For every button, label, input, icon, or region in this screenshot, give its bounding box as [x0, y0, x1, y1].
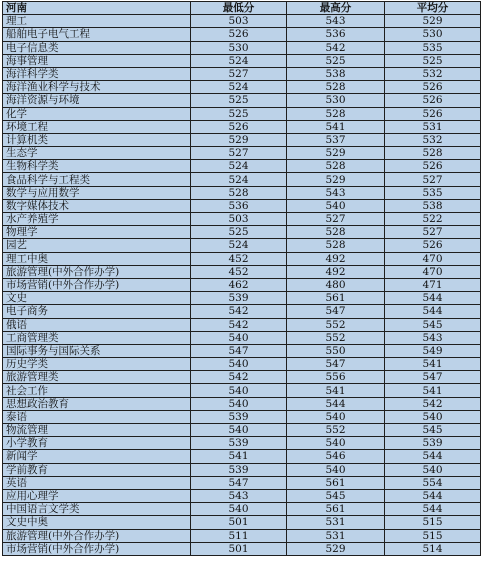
avg-score-cell: 544 [385, 292, 481, 305]
min-score-cell: 524 [191, 160, 287, 173]
major-name: 数学与应用数学 [3, 186, 191, 199]
major-name: 物流管理 [3, 424, 191, 437]
table-row [3, 226, 481, 239]
major-name: 海洋渔业科学与技术 [3, 81, 191, 94]
major-name: 旅游管理类 [3, 371, 191, 384]
table-row [3, 81, 481, 94]
major-name: 计算机类 [3, 133, 191, 146]
major-name: 泰语 [3, 410, 191, 423]
min-score-cell: 526 [191, 28, 287, 41]
max-score-cell: 540 [287, 463, 385, 476]
table-row [3, 199, 481, 212]
avg-score-cell: 529 [385, 15, 481, 28]
max-score-cell: 528 [287, 160, 385, 173]
min-score-cell: 524 [191, 81, 287, 94]
category-row [3, 292, 481, 305]
table-body [3, 15, 481, 556]
avg-score-cell: 542 [385, 397, 481, 410]
max-score-cell: 540 [287, 437, 385, 450]
major-name: 工商管理类 [3, 331, 191, 344]
category-name: 理工中奥 [3, 252, 191, 265]
major-name: 小学教育 [3, 437, 191, 450]
min-score-cell: 528 [191, 186, 287, 199]
avg-score-cell: 528 [385, 147, 481, 160]
avg-score-cell: 543 [385, 331, 481, 344]
avg-score-cell: 544 [385, 305, 481, 318]
major-name: 电子商务 [3, 305, 191, 318]
major-name: 海洋科学类 [3, 67, 191, 80]
avg-score-cell: 540 [385, 410, 481, 423]
table-row [3, 358, 481, 371]
max-score-cell: 536 [287, 28, 385, 41]
table-row [3, 542, 481, 555]
avg-score-cell: 527 [385, 173, 481, 186]
major-name: 社会工作 [3, 384, 191, 397]
category-name: 文史 [3, 292, 191, 305]
min-score-cell: 536 [191, 199, 287, 212]
avg-score-cell: 526 [385, 94, 481, 107]
table-row [3, 54, 481, 67]
avg-score-cell: 522 [385, 213, 481, 226]
admission-score-table [2, 1, 481, 556]
avg-score-cell: 471 [385, 278, 481, 291]
avg-score-cell: 525 [385, 54, 481, 67]
max-score-cell: 541 [287, 384, 385, 397]
min-score-cell: 539 [191, 292, 287, 305]
table-row [3, 450, 481, 463]
major-name: 化学 [3, 107, 191, 120]
max-score-cell: 561 [287, 476, 385, 489]
major-name: 应用心理学 [3, 489, 191, 502]
table-row [3, 120, 481, 133]
major-name: 旅游管理(中外合作办学) [3, 529, 191, 542]
max-score-cell: 530 [287, 94, 385, 107]
min-score-cell: 524 [191, 54, 287, 67]
min-score-cell: 540 [191, 384, 287, 397]
category-name: 文史中奥 [3, 516, 191, 529]
min-score-cell: 524 [191, 173, 287, 186]
major-name: 市场营销(中外合作办学) [3, 278, 191, 291]
avg-score-cell: 532 [385, 133, 481, 146]
major-name: 海洋资源与环境 [3, 94, 191, 107]
max-score-cell: 556 [287, 371, 385, 384]
min-score-cell: 525 [191, 107, 287, 120]
max-score-cell: 528 [287, 239, 385, 252]
score-table-container [2, 1, 480, 556]
header-max-score: 最高分 [287, 2, 385, 15]
major-name: 生态学 [3, 147, 191, 160]
max-score-cell: 542 [287, 41, 385, 54]
header-min-score: 最低分 [191, 2, 287, 15]
table-row [3, 305, 481, 318]
avg-score-cell: 526 [385, 107, 481, 120]
max-score-cell: 538 [287, 67, 385, 80]
min-score-cell: 540 [191, 331, 287, 344]
category-row [3, 252, 481, 265]
max-score-cell: 528 [287, 107, 385, 120]
table-row [3, 397, 481, 410]
major-name: 环境工程 [3, 120, 191, 133]
category-name: 理工 [3, 15, 191, 28]
min-score-cell: 524 [191, 239, 287, 252]
table-row [3, 41, 481, 54]
table-row [3, 160, 481, 173]
min-score-cell: 530 [191, 41, 287, 54]
avg-score-cell: 526 [385, 239, 481, 252]
table-row [3, 265, 481, 278]
avg-score-cell: 470 [385, 265, 481, 278]
min-score-cell: 547 [191, 344, 287, 357]
max-score-cell: 529 [287, 542, 385, 555]
table-row [3, 410, 481, 423]
max-score-cell: 480 [287, 278, 385, 291]
header-avg-score: 平均分 [385, 2, 481, 15]
avg-score-cell: 526 [385, 81, 481, 94]
max-score-cell: 543 [287, 15, 385, 28]
table-row [3, 463, 481, 476]
category-row [3, 15, 481, 28]
category-row [3, 516, 481, 529]
major-name: 学前教育 [3, 463, 191, 476]
max-score-cell: 547 [287, 358, 385, 371]
min-score-cell: 539 [191, 463, 287, 476]
max-score-cell: 540 [287, 199, 385, 212]
min-score-cell: 540 [191, 397, 287, 410]
major-name: 电子信息类 [3, 41, 191, 54]
major-name: 旅游管理(中外合作办学) [3, 265, 191, 278]
min-score-cell: 503 [191, 213, 287, 226]
max-score-cell: 492 [287, 252, 385, 265]
table-row [3, 28, 481, 41]
table-row [3, 503, 481, 516]
major-name: 食品科学与工程类 [3, 173, 191, 186]
max-score-cell: 552 [287, 318, 385, 331]
table-row [3, 239, 481, 252]
avg-score-cell: 541 [385, 358, 481, 371]
table-row [3, 173, 481, 186]
major-name: 新闻学 [3, 450, 191, 463]
major-name: 英语 [3, 476, 191, 489]
table-row [3, 278, 481, 291]
max-score-cell: 531 [287, 516, 385, 529]
max-score-cell: 545 [287, 489, 385, 502]
max-score-cell: 531 [287, 529, 385, 542]
min-score-cell: 547 [191, 476, 287, 489]
max-score-cell: 492 [287, 265, 385, 278]
major-name: 市场营销(中外合作办学) [3, 542, 191, 555]
avg-score-cell: 526 [385, 160, 481, 173]
avg-score-cell: 545 [385, 424, 481, 437]
min-score-cell: 543 [191, 489, 287, 502]
min-score-cell: 542 [191, 305, 287, 318]
table-row [3, 424, 481, 437]
table-row [3, 529, 481, 542]
avg-score-cell: 544 [385, 503, 481, 516]
min-score-cell: 541 [191, 450, 287, 463]
min-score-cell: 525 [191, 94, 287, 107]
avg-score-cell: 514 [385, 542, 481, 555]
min-score-cell: 539 [191, 410, 287, 423]
max-score-cell: 528 [287, 81, 385, 94]
min-score-cell: 462 [191, 278, 287, 291]
major-name: 水产养殖学 [3, 213, 191, 226]
max-score-cell: 527 [287, 213, 385, 226]
max-score-cell: 529 [287, 173, 385, 186]
avg-score-cell: 540 [385, 463, 481, 476]
avg-score-cell: 531 [385, 120, 481, 133]
table-row [3, 476, 481, 489]
min-score-cell: 526 [191, 120, 287, 133]
table-row [3, 213, 481, 226]
avg-score-cell: 554 [385, 476, 481, 489]
major-name: 国际事务与国际关系 [3, 344, 191, 357]
max-score-cell: 550 [287, 344, 385, 357]
avg-score-cell: 532 [385, 67, 481, 80]
max-score-cell: 543 [287, 186, 385, 199]
max-score-cell: 528 [287, 226, 385, 239]
table-row [3, 331, 481, 344]
max-score-cell: 541 [287, 120, 385, 133]
major-name: 俄语 [3, 318, 191, 331]
major-name: 船舶电子电气工程 [3, 28, 191, 41]
major-name: 中国语言文学类 [3, 503, 191, 516]
avg-score-cell: 515 [385, 529, 481, 542]
max-score-cell: 540 [287, 410, 385, 423]
table-header [3, 2, 481, 15]
min-score-cell: 452 [191, 265, 287, 278]
table-row [3, 318, 481, 331]
major-name: 思想政治教育 [3, 397, 191, 410]
avg-score-cell: 547 [385, 371, 481, 384]
max-score-cell: 544 [287, 397, 385, 410]
avg-score-cell: 527 [385, 226, 481, 239]
max-score-cell: 537 [287, 133, 385, 146]
max-score-cell: 547 [287, 305, 385, 318]
avg-score-cell: 535 [385, 41, 481, 54]
avg-score-cell: 549 [385, 344, 481, 357]
major-name: 海事管理 [3, 54, 191, 67]
table-row [3, 186, 481, 199]
table-row [3, 147, 481, 160]
major-name: 物理学 [3, 226, 191, 239]
min-score-cell: 539 [191, 437, 287, 450]
avg-score-cell: 541 [385, 384, 481, 397]
min-score-cell: 527 [191, 67, 287, 80]
min-score-cell: 452 [191, 252, 287, 265]
table-row [3, 371, 481, 384]
table-row [3, 107, 481, 120]
min-score-cell: 540 [191, 358, 287, 371]
avg-score-cell: 530 [385, 28, 481, 41]
major-name: 数字媒体技术 [3, 199, 191, 212]
table-row [3, 437, 481, 450]
min-score-cell: 511 [191, 529, 287, 542]
major-name: 历史学类 [3, 358, 191, 371]
major-name: 园艺 [3, 239, 191, 252]
min-score-cell: 501 [191, 516, 287, 529]
avg-score-cell: 544 [385, 489, 481, 502]
avg-score-cell: 538 [385, 199, 481, 212]
min-score-cell: 501 [191, 542, 287, 555]
avg-score-cell: 544 [385, 450, 481, 463]
major-name: 生物科学类 [3, 160, 191, 173]
table-row [3, 489, 481, 502]
max-score-cell: 561 [287, 292, 385, 305]
max-score-cell: 552 [287, 331, 385, 344]
min-score-cell: 503 [191, 15, 287, 28]
min-score-cell: 542 [191, 318, 287, 331]
header-province: 河南 [3, 2, 191, 15]
avg-score-cell: 545 [385, 318, 481, 331]
max-score-cell: 525 [287, 54, 385, 67]
min-score-cell: 525 [191, 226, 287, 239]
min-score-cell: 540 [191, 503, 287, 516]
table-row [3, 133, 481, 146]
min-score-cell: 542 [191, 371, 287, 384]
min-score-cell: 540 [191, 424, 287, 437]
avg-score-cell: 515 [385, 516, 481, 529]
min-score-cell: 527 [191, 147, 287, 160]
table-row [3, 384, 481, 397]
table-row [3, 94, 481, 107]
table-row [3, 344, 481, 357]
max-score-cell: 529 [287, 147, 385, 160]
max-score-cell: 546 [287, 450, 385, 463]
header-row [3, 2, 481, 15]
avg-score-cell: 470 [385, 252, 481, 265]
max-score-cell: 552 [287, 424, 385, 437]
avg-score-cell: 539 [385, 437, 481, 450]
min-score-cell: 529 [191, 133, 287, 146]
avg-score-cell: 535 [385, 186, 481, 199]
max-score-cell: 561 [287, 503, 385, 516]
table-row [3, 67, 481, 80]
